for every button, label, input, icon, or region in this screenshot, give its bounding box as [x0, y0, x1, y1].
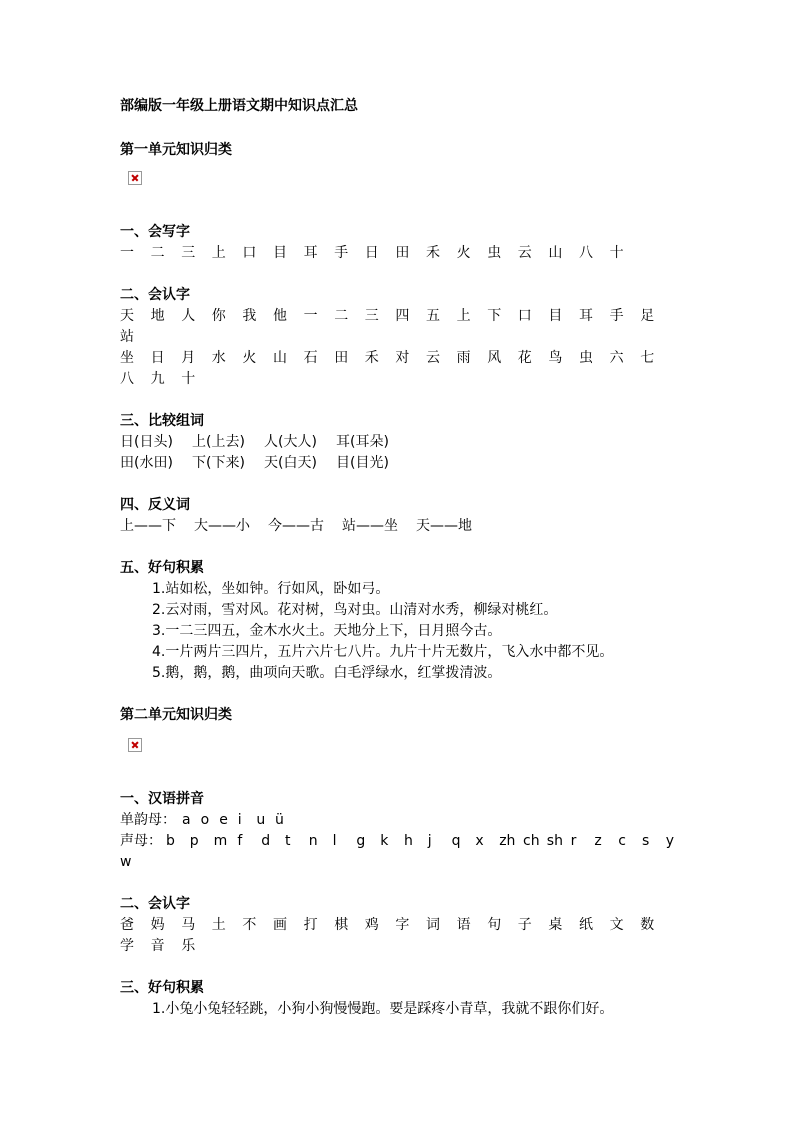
row-item: 人: [181, 308, 196, 324]
pinyin-item: h: [404, 833, 413, 849]
pinyin-item: z: [594, 833, 602, 849]
row-item: 耳: [303, 245, 318, 261]
row-item: 雨: [456, 350, 471, 366]
row-item: 画: [273, 917, 287, 933]
pinyin-item: c: [618, 833, 626, 849]
pinyin-item: i: [237, 812, 242, 828]
row-item: 桌: [548, 917, 563, 933]
row-item: 田: [395, 245, 410, 261]
row-item: 日: [150, 350, 165, 366]
row-item: 日: [364, 245, 379, 261]
pinyin-item: r: [570, 833, 577, 849]
row-item: 不: [242, 917, 257, 933]
unit2-sentence-heading: 三、好句积累: [120, 980, 204, 996]
unit1-sentence-heading: 五、好句积累: [120, 560, 204, 576]
row-item: 坐: [120, 350, 134, 366]
row-item: 十: [609, 245, 624, 261]
row-item: 手: [334, 245, 349, 261]
pinyin-item: ch: [523, 833, 540, 849]
row-item: 学: [120, 938, 134, 954]
row-item: 上: [456, 308, 471, 324]
row-item: 二: [150, 245, 165, 261]
row-item: 山: [548, 245, 563, 261]
row-item: 棋: [334, 917, 349, 933]
row-item: 句: [487, 917, 502, 933]
pinyin-item: a: [182, 812, 191, 828]
pinyin-item: t: [285, 833, 291, 849]
row-item: 虫: [579, 350, 593, 366]
row-item: 他: [273, 308, 287, 324]
row-item: 山: [273, 350, 287, 366]
row-item: 七: [640, 350, 655, 366]
row-item: 人(大人): [264, 434, 317, 450]
row-item: 上——下: [120, 518, 176, 534]
row-item: 一: [303, 308, 318, 324]
row-item: 鸟: [548, 350, 563, 366]
row-item: 花: [517, 350, 532, 366]
row-item: 九: [150, 371, 165, 387]
row-item: 你: [211, 308, 226, 324]
unit2-pinyin-heading: 一、汉语拼音: [120, 791, 204, 807]
row-item: 天——地: [416, 518, 472, 534]
pinyin-item: f: [237, 833, 243, 849]
row-item: 日(日头): [120, 434, 173, 450]
unit1-writing-heading: 一、会写字: [120, 224, 190, 240]
row-item: 语: [456, 917, 471, 933]
row-item: 手: [609, 308, 624, 324]
row-item: 口: [517, 308, 532, 324]
row-item: 风: [487, 350, 502, 366]
row-item: 地: [150, 308, 165, 324]
row-item: 字: [395, 917, 410, 933]
pinyin-item: g: [356, 833, 366, 849]
pinyin-item: zh: [499, 833, 516, 849]
row-item: 下: [487, 308, 502, 324]
row-item: 火: [242, 350, 257, 366]
row-item: 鸡: [364, 917, 379, 933]
row-item: 一: [120, 245, 134, 261]
pinyin-item: sh: [546, 833, 563, 849]
pinyin-item: j: [427, 833, 432, 849]
pinyin-item: k: [380, 833, 389, 849]
unit1-sentence-4: 4.一片两片三四片，五片六片七八片。九片十片无数片，飞入水中都不见。: [152, 644, 614, 660]
row-item: 目: [548, 308, 563, 324]
row-item: 纸: [579, 917, 593, 933]
row-item: 火: [456, 245, 471, 261]
row-item: 乐: [181, 938, 196, 954]
unit1-heading: 第一单元知识归类: [120, 142, 232, 158]
unit1-reading-heading: 二、会认字: [120, 287, 190, 303]
unit1-compare-heading: 三、比较组词: [120, 413, 204, 429]
row-item: 田: [334, 350, 349, 366]
row-item: 数: [640, 917, 655, 933]
unit2-reading-heading: 二、会认字: [120, 896, 190, 912]
row-item: 月: [181, 350, 196, 366]
row-item: 三: [181, 245, 196, 261]
vowels-label: 单韵母：: [120, 812, 176, 828]
row-item: 马: [181, 917, 196, 933]
row-item: 耳: [579, 308, 593, 324]
row-item: 子: [517, 917, 532, 933]
row-item: 站: [120, 329, 134, 345]
row-item: 十: [181, 371, 196, 387]
pinyin-item: y: [665, 833, 675, 849]
row-item: 禾: [364, 350, 379, 366]
row-item: 音: [150, 938, 165, 954]
broken-image-icon: [128, 738, 142, 752]
row-item: 妈: [150, 917, 165, 933]
row-item: 文: [609, 917, 624, 933]
row-item: 上(上去): [192, 434, 245, 450]
pinyin-item: b: [166, 833, 175, 849]
row-item: 二: [334, 308, 349, 324]
pinyin-item: p: [189, 833, 199, 849]
row-item: 打: [303, 917, 318, 933]
unit2-heading: 第二单元知识归类: [120, 707, 232, 723]
row-item: 站——坐: [342, 518, 398, 534]
row-item: 词: [426, 917, 440, 933]
row-item: 六: [609, 350, 624, 366]
pinyin-item: l: [332, 833, 337, 849]
pinyin-item: x: [475, 833, 484, 849]
row-item: 目: [273, 245, 287, 261]
row-item: 云: [517, 245, 532, 261]
row-item: 五: [426, 308, 440, 324]
pinyin-item: n: [308, 833, 318, 849]
pinyin-item: o: [200, 812, 210, 828]
pinyin-item: u: [256, 812, 266, 828]
row-item: 水: [211, 350, 226, 366]
row-item: 石: [303, 350, 318, 366]
pinyin-item: m: [213, 833, 228, 849]
pinyin-item: ü: [275, 812, 284, 828]
row-item: 对: [395, 350, 410, 366]
row-item: 虫: [487, 245, 502, 261]
row-item: 口: [242, 245, 257, 261]
row-item: 大——小: [194, 518, 250, 534]
row-item: 八: [579, 245, 593, 261]
unit1-sentence-1: 1.站如松，坐如钟。行如风，卧如弓。: [152, 581, 390, 597]
pinyin-item: s: [642, 833, 650, 849]
row-item: 耳(耳朵): [336, 434, 389, 450]
row-item: 云: [426, 350, 440, 366]
broken-image-icon: [128, 171, 142, 185]
row-item: 爸: [120, 917, 134, 933]
pinyin-item: q: [451, 833, 461, 849]
pinyin-item: e: [219, 812, 228, 828]
unit1-antonym-heading: 四、反义词: [120, 497, 190, 513]
row-item: 今——古: [268, 518, 324, 534]
row-item: 天: [120, 308, 134, 324]
row-item: 天(白天): [264, 455, 317, 471]
row-item: 足: [640, 308, 655, 324]
document-title: 部编版一年级上册语文期中知识点汇总: [120, 98, 358, 114]
row-item: 八: [120, 371, 134, 387]
row-item: 上: [211, 245, 226, 261]
initials-label: 声母：: [120, 833, 162, 849]
unit1-sentence-2: 2.云对雨，雪对风。花对树，鸟对虫。山清对水秀，柳绿对桃红。: [152, 602, 558, 618]
row-item: w: [120, 854, 132, 870]
row-item: 禾: [426, 245, 440, 261]
pinyin-item: d: [261, 833, 271, 849]
unit1-sentence-3: 3.一二三四五，金木水火土。天地分上下，日月照今古。: [152, 623, 502, 639]
row-item: 我: [242, 308, 257, 324]
row-item: 四: [395, 308, 410, 324]
unit2-sentence-1: 1.小兔小兔轻轻跳，小狗小狗慢慢跑。要是踩疼小青草，我就不跟你们好。: [152, 1001, 614, 1017]
row-item: 田(水田): [120, 455, 173, 471]
row-item: 土: [211, 917, 226, 933]
row-item: 三: [364, 308, 379, 324]
row-item: 目(目光): [336, 455, 389, 471]
row-item: 下(下来): [192, 455, 245, 471]
unit1-sentence-5: 5.鹅，鹅，鹅，曲项向天歌。白毛浮绿水，红掌拨清波。: [152, 665, 502, 681]
